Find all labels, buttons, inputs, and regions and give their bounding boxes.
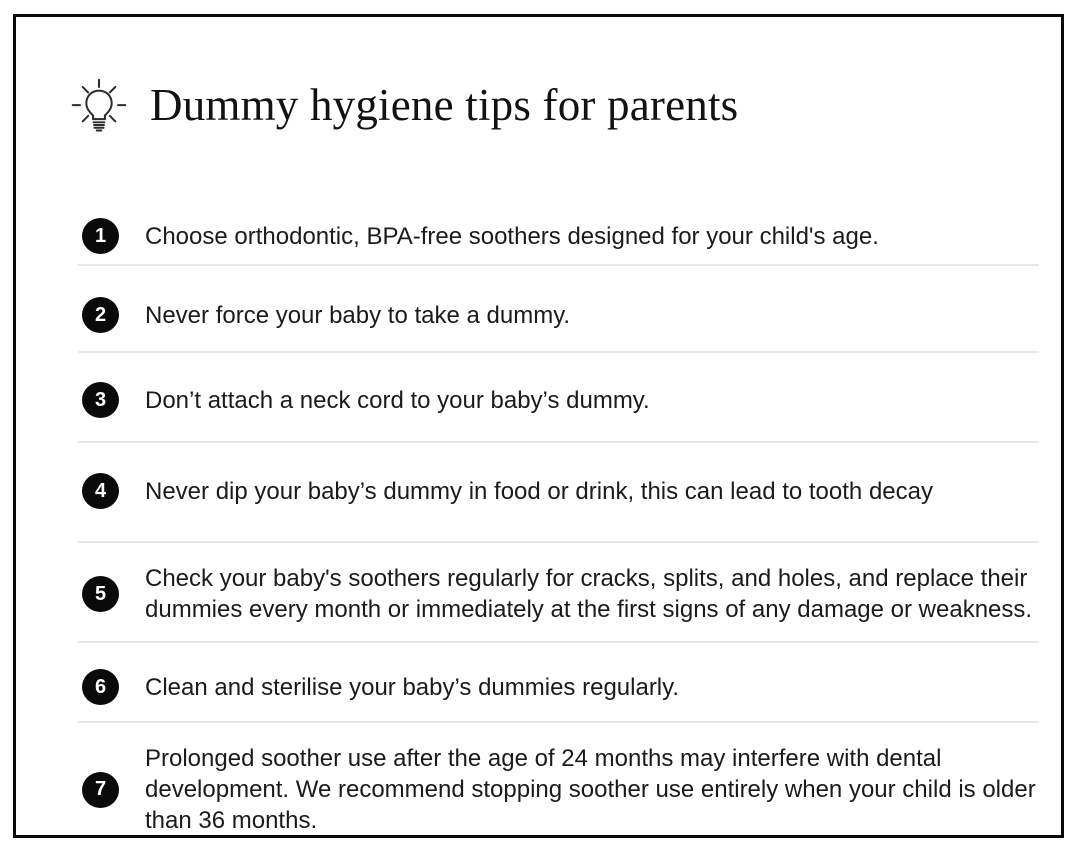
tip-text: Prolonged soother use after the age of 24 months may interfere with dental development. We recommend stopping soother use entirely when your child is older than 36 months.: [145, 745, 1036, 834]
tip-text: Never force your baby to take a dummy.: [145, 301, 571, 329]
list-item: [78, 264, 1039, 351]
tip-number-badge: 1: [82, 218, 119, 254]
tip-number-badge: 2: [82, 297, 119, 333]
tip-text: Clean and sterilise your baby’s dummies regularly.: [145, 673, 680, 701]
tip-text: Check your baby's soothers regularly for cracks, splits, and holes, and replace their dummies every month or immediately at the first signs of any damage or weakness.: [145, 565, 1033, 623]
list-item: [78, 351, 1039, 441]
list-item: [78, 541, 1039, 641]
tips-card: [13, 14, 1064, 838]
tip-number-badge: 4: [82, 473, 119, 509]
tip-text: Never dip your baby’s dummy in food or drink, this can lead to tooth decay: [145, 477, 933, 505]
list-item: [78, 441, 1039, 541]
tips-list: [78, 218, 1039, 836]
tip-number-badge: 5: [82, 576, 119, 612]
tip-number-badge: 3: [82, 382, 119, 418]
lightbulb-icon: [70, 76, 128, 136]
tip-text: Choose orthodontic, BPA-free soothers designed for your child's age.: [145, 222, 879, 250]
page-title: Dummy hygiene tips for parents: [150, 80, 739, 131]
card-header: [78, 76, 1039, 136]
list-item: [78, 721, 1039, 836]
tip-text: Don’t attach a neck cord to your baby’s dummy.: [145, 386, 650, 414]
list-item: [78, 218, 1039, 264]
tip-number-badge: 6: [82, 669, 119, 705]
list-item: [78, 641, 1039, 721]
tip-number-badge: 7: [82, 772, 119, 808]
